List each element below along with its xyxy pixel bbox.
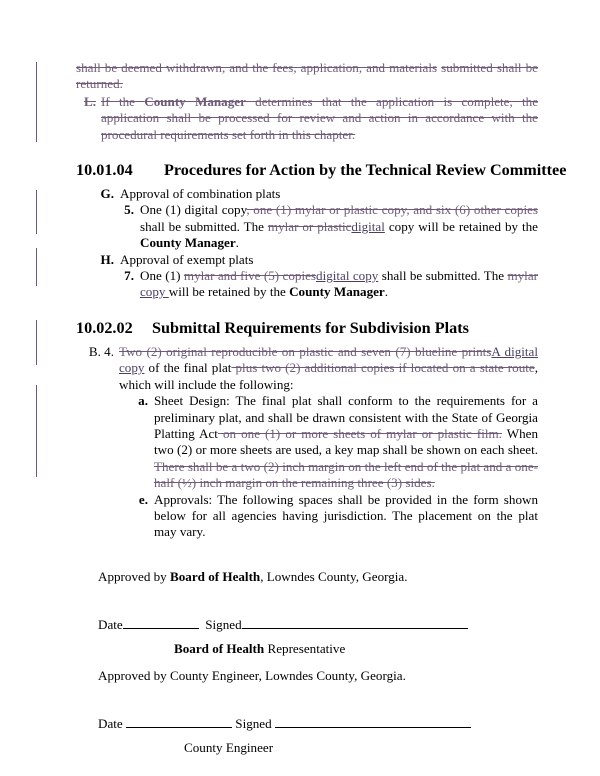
list-item-H-text: Approval of exempt plats — [120, 251, 254, 267]
list-item-7 — [76, 268, 538, 301]
list-marker-a: a. — [138, 393, 148, 409]
section-heading-10-02-02 — [76, 318, 538, 338]
continued-line-1: shall be deemed withdrawn, and the fees, application, and materials — [76, 60, 438, 75]
item-7-inserted-1: digital copy — [316, 268, 379, 284]
signed-label-2: Signed — [235, 716, 275, 732]
item-7-deleted-2: mylar — [507, 268, 538, 284]
signer-caption-2 — [76, 740, 538, 756]
change-bar-2 — [36, 190, 37, 234]
item-B4-deleted-2: plus two (2) additional copies if located on a state route — [231, 360, 535, 376]
list-item-7-text — [140, 268, 538, 301]
item-5-deleted-2: mylar or plastic — [267, 218, 352, 234]
item-7-kept-4: . — [384, 284, 389, 300]
signer-suffix-1: Representative — [264, 640, 346, 656]
list-marker-7: 7. — [124, 268, 134, 284]
continued-deleted-paragraph — [76, 60, 538, 93]
approval-block-board-of-health — [76, 569, 538, 657]
item-5-bold-term: County Manager — [140, 235, 236, 251]
item-L-text-1: If the — [101, 93, 145, 109]
signer-suffix-2: County Engineer — [184, 739, 274, 755]
date-label-2: Date — [98, 716, 126, 732]
list-item-L-text — [101, 94, 538, 143]
approval-statement-1 — [76, 569, 538, 585]
list-item-G — [76, 186, 538, 202]
approval-statement-2 — [76, 668, 538, 684]
signature-line-1 — [76, 617, 538, 633]
list-marker-5: 5. — [124, 202, 134, 218]
item-7-kept-2: shall be submitted. The — [378, 268, 508, 284]
item-B4-kept-1: of the final plat — [144, 360, 232, 376]
item-B4-deleted-1: Two (2) original reproducible on plastic and seven (7) blueline prints — [119, 343, 492, 359]
list-marker-H: H. — [100, 251, 114, 267]
section-heading-10-01-04 — [76, 160, 567, 180]
signature-line-2 — [76, 716, 538, 732]
item-7-bold-term: County Manager — [289, 284, 385, 300]
list-item-5 — [76, 202, 538, 251]
list-item-H — [76, 252, 538, 268]
signed-blank-1[interactable] — [242, 617, 468, 629]
section-title-10-01-04: Procedures for Action by the Technical Review Committee — [164, 161, 567, 180]
list-item-e — [76, 492, 538, 541]
section-number-10-01-04: 10.01.04 — [76, 161, 133, 180]
section-number-10-02-02: 10.02.02 — [76, 318, 133, 337]
item-7-deleted-1: mylar and five (5) copies — [183, 268, 317, 284]
signed-blank-2[interactable] — [275, 717, 471, 729]
document-body — [76, 60, 567, 756]
change-bar-4 — [36, 320, 37, 365]
date-blank-2[interactable] — [126, 717, 232, 729]
item-5-kept-2: shall be submitted. The — [140, 218, 268, 234]
date-blank-1[interactable] — [123, 617, 199, 629]
date-label-1: Date — [98, 617, 123, 633]
item-L-bold-term: County Manager — [144, 93, 246, 109]
item-a-deleted-2: There shall be a two (2) inch margin on the left end of the plat and a one-half (½) inch margin on the remaining three (3) sides. — [154, 458, 538, 491]
list-marker-L: L. — [83, 93, 96, 109]
list-item-5-text — [140, 202, 538, 251]
item-B4-kept-2: , which will include the following: — [119, 360, 538, 392]
signed-label-1: Signed — [205, 617, 242, 633]
item-5-inserted-1: digital — [351, 218, 385, 234]
section-title-10-02-02: Submittal Requirements for Subdivision Plats — [152, 318, 469, 337]
approval-prefix-2: Approved by County Engineer, Lowndes County, Georgia. — [98, 667, 406, 683]
item-5-kept-1: One (1) digital copy — [140, 202, 247, 218]
approval-block-county-engineer — [76, 668, 538, 756]
change-bar-3 — [36, 248, 37, 286]
list-item-L — [76, 94, 538, 143]
item-L-text-2: determines that the application is complete, the application shall be processed for review and action in accordance with the procedural requirements set forth in this chapter. — [101, 93, 539, 142]
item-5-kept-3: copy will be retained by the — [384, 218, 538, 234]
change-bar-5 — [36, 385, 37, 477]
continued-line-2: submitted shall be returned. — [76, 60, 538, 92]
item-7-kept-1: One (1) — [140, 268, 184, 284]
list-item-G-text: Approval of combination plats — [120, 186, 281, 202]
signer-caption-1 — [76, 641, 538, 657]
item-a-kept-2: When two (2) or more sheets are used, a key map shall be shown on each sheet. — [154, 425, 538, 458]
item-7-kept-3: will be retained by the — [168, 284, 290, 300]
item-B4-inserted-1: A digital copy — [119, 343, 538, 376]
approval-suffix-1: , Lowndes County, Georgia. — [260, 568, 408, 584]
item-a-kept-1: Sheet Design: The final plat shall conform to the requirements for a preliminary plat, and shall be drawn consistent with the State of Georgia Platting Act — [154, 393, 538, 441]
list-item-a — [76, 393, 538, 491]
list-marker-G: G. — [100, 186, 114, 202]
change-bar-1 — [36, 62, 37, 142]
item-5-kept-4: . — [235, 235, 239, 251]
list-item-e-text: Approvals: The following spaces shall be provided in the form shown below for all agencies having jurisdiction. The placement on the plat may vary. — [154, 491, 538, 540]
item-5-deleted-1: , one (1) mylar or plastic copy, and six (6) other copies — [246, 202, 538, 218]
signer-authority-1: Board of Health — [174, 640, 265, 656]
list-item-B4-text — [119, 344, 538, 393]
item-a-deleted-1: on one (1) or more sheets of mylar or plastic film. — [217, 425, 502, 441]
list-item-a-text — [154, 393, 538, 491]
item-7-inserted-2: copy — [140, 284, 169, 300]
approval-prefix-1: Approved by — [98, 568, 171, 584]
approval-authority-1: Board of Health — [170, 568, 261, 584]
list-marker-B4: B. 4. — [88, 343, 114, 359]
list-marker-e: e. — [138, 491, 148, 507]
list-item-B4 — [76, 344, 538, 393]
